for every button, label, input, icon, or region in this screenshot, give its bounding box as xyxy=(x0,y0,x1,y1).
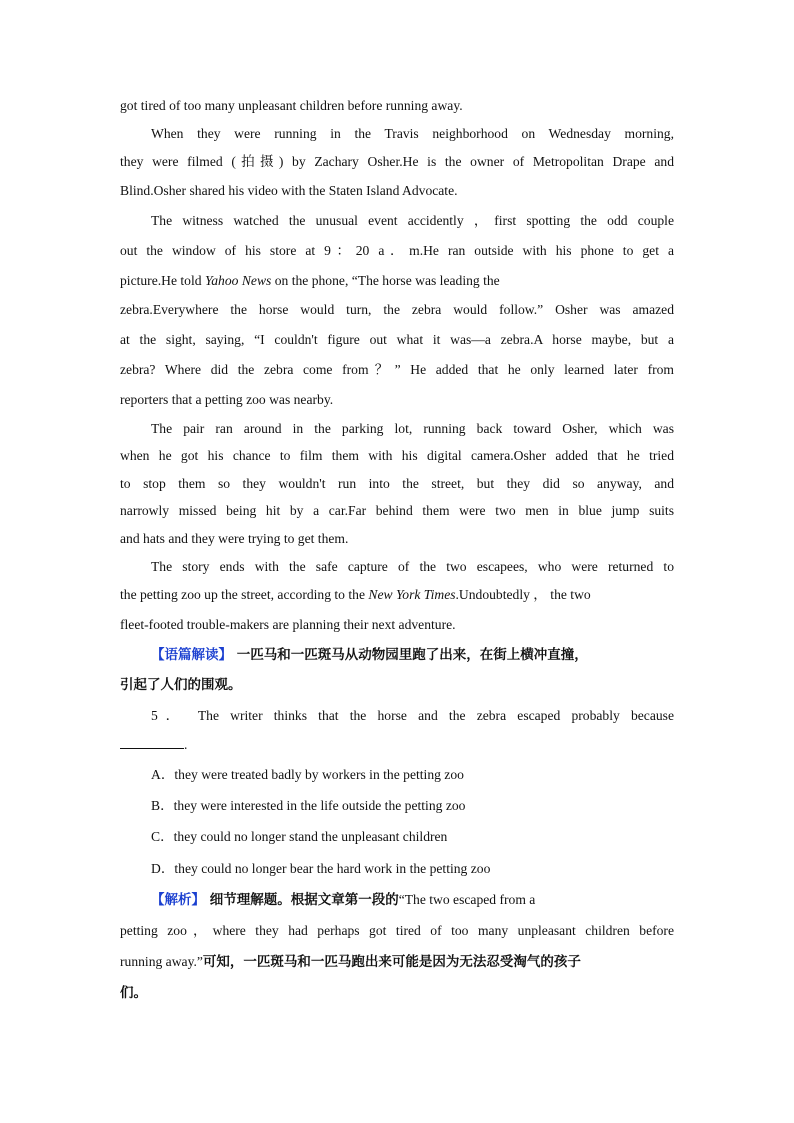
passage-line: reporters that a petting zoo was nearby. xyxy=(120,392,334,407)
analysis-quote: “The two escaped from a xyxy=(398,892,536,907)
option-b: B．they were interested in the life outside the petting zoo xyxy=(151,798,466,813)
passage-line: narrowly missed being hit by a car.Far behind them were two men in blue jump suits xyxy=(120,503,674,518)
passage-text: the petting zoo up the street, according to the xyxy=(120,587,365,602)
passage-line: The witness watched the unusual event accidently ，first spotting the odd couple xyxy=(151,213,674,228)
option-d: D．they could no longer bear the hard work in the petting zoo xyxy=(151,861,491,876)
analysis-line xyxy=(120,953,674,971)
reading-note-text: 引起了人们的围观。 xyxy=(120,677,242,693)
analysis-text: 细节理解题。根据文章第一段的 xyxy=(205,892,399,908)
reading-note xyxy=(151,646,674,664)
passage-line xyxy=(120,272,674,290)
reading-note-text: 一匹马和一匹斑马从动物园里跑了出来，在街上横冲直撞， xyxy=(232,647,588,663)
passage-line: zebra.Everywhere the horse would turn, the zebra would follow.” Osher was amazed xyxy=(120,302,674,317)
passage-line: zebra? Where did the zebra come from？” He added that he only learned later from xyxy=(120,362,674,377)
passage-line xyxy=(120,586,674,604)
passage-line: When they were running in the Travis neighborhood on Wednesday morning, xyxy=(151,126,674,141)
analysis-tag: 【解析】 xyxy=(151,892,205,908)
passage-line: The pair ran around in the parking lot, running back toward Osher, which was xyxy=(151,421,674,436)
analysis-quote: running away.” xyxy=(120,954,203,969)
question-end: . xyxy=(184,737,188,752)
passage-line: got tired of too many unpleasant children before running away. xyxy=(120,98,463,113)
passage-text: on the phone, “The horse was leading the xyxy=(274,273,500,288)
passage-line: and hats and they were trying to get them. xyxy=(120,531,349,546)
passage-text: picture.He told xyxy=(120,273,202,288)
answer-blank xyxy=(120,736,184,749)
option-c: C．they could no longer stand the unpleasant children xyxy=(151,829,448,844)
analysis-text: 们。 xyxy=(120,985,147,1001)
passage-line: The story ends with the safe capture of the two escapees, who were returned to xyxy=(151,559,674,574)
reading-note-tag: 【语篇解读】 xyxy=(151,647,232,663)
analysis xyxy=(151,891,674,909)
publication-name: New York Times xyxy=(368,587,456,602)
option-a: A．they were treated badly by workers in the petting zoo xyxy=(151,767,464,782)
passage-line: at the sight, saying, “I couldn't figure out what it was—a zebra.A horse maybe, but a xyxy=(120,332,674,347)
passage-line: out the window of his store at 9：20 a．m.He ran outside with his phone to get a xyxy=(120,243,674,258)
passage-line: Blind.Osher shared his video with the Staten Island Advocate. xyxy=(120,183,458,198)
passage-line: when he got his chance to film them with his digital camera.Osher added that he tried xyxy=(120,448,674,463)
passage-line: to stop them so they wouldn't run into the street, but they did so anyway, and xyxy=(120,476,674,491)
publication-name: Yahoo News xyxy=(204,273,272,288)
analysis-quote: petting zoo，where they had perhaps got tired of too many unpleasant children before xyxy=(120,923,674,938)
analysis-text: 可知，一匹斑马和一匹马跑出来可能是因为无法忍受淘气的孩子 xyxy=(202,954,581,970)
passage-line: they were filmed (拍摄) by Zachary Osher.He is the owner of Metropolitan Drape and xyxy=(120,154,674,169)
answer-blank-line xyxy=(120,736,674,754)
question-stem: 5． The writer thinks that the horse and the zebra escaped probably because xyxy=(151,708,674,723)
passage-text: .Undoubtedly ， the two xyxy=(455,587,591,602)
passage-line: fleet-footed trouble-makers are planning their next adventure. xyxy=(120,617,456,632)
